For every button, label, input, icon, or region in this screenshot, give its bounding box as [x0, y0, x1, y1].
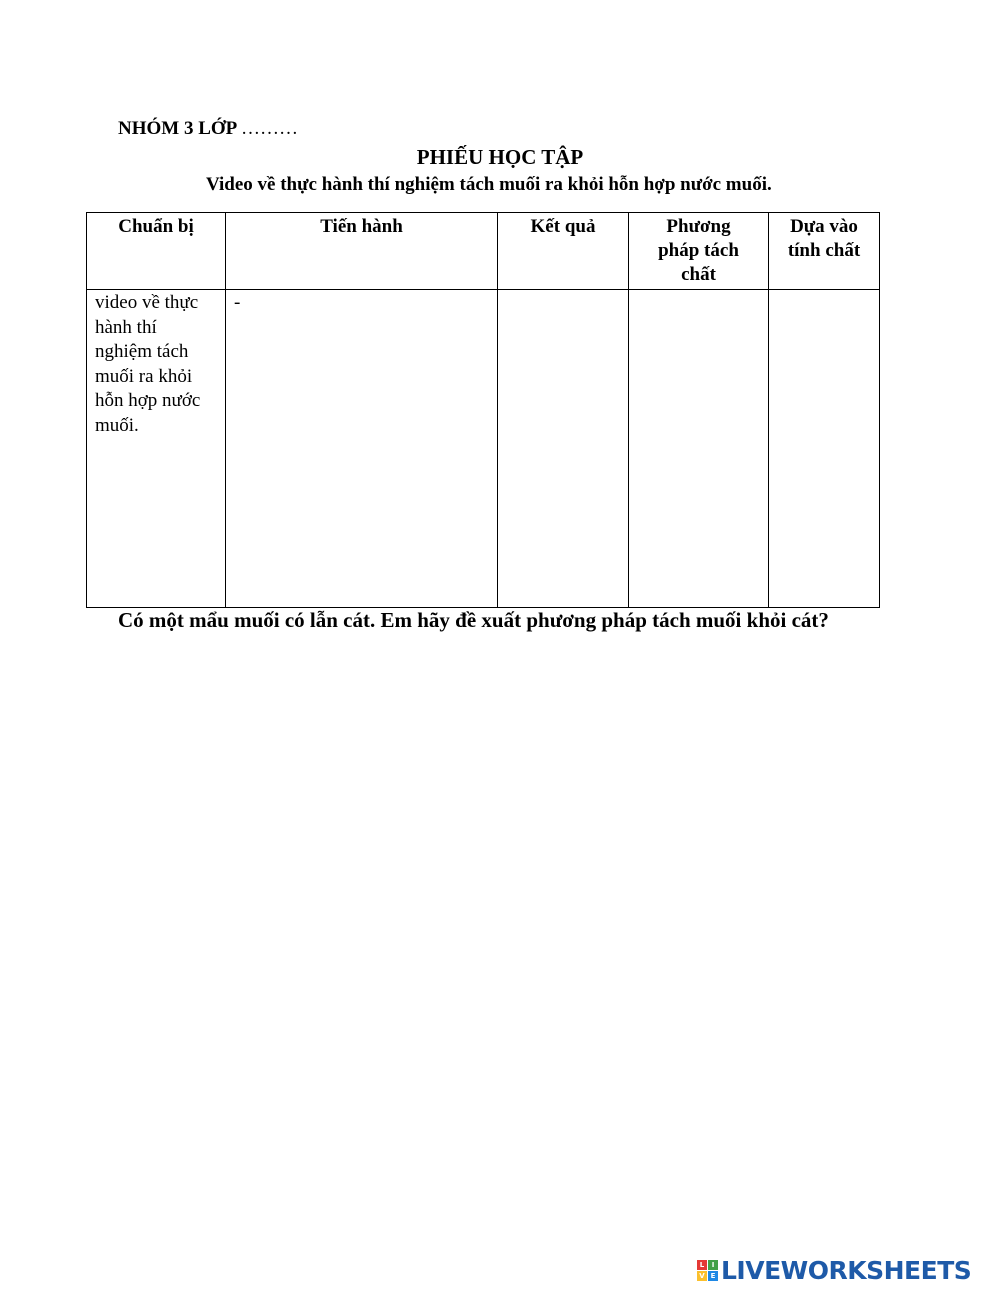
class-blank[interactable]: ………	[240, 118, 298, 139]
logo-block-e: E	[708, 1271, 718, 1281]
header-result: Kết quả	[498, 213, 629, 290]
group-class-line	[118, 118, 298, 140]
cell-separation-method[interactable]	[629, 290, 769, 608]
cell-procedure[interactable]: -	[226, 290, 498, 608]
question-text: Có một mẩu muối có lẫn cát. Em hãy đề xuất phương pháp tách muối khỏi cát?	[118, 608, 829, 632]
worksheet-title: PHIẾU HỌC TẬP	[416, 145, 584, 169]
cell-preparation: video về thực hành thí nghiệm tách muối ra khỏi hỗn hợp nước muối.	[87, 290, 226, 608]
worksheet-table	[86, 212, 880, 608]
liveworksheets-logo	[697, 1254, 971, 1286]
header-based-on-property: Dựa vào tính chất	[769, 213, 880, 290]
worksheet-subtitle: Video về thực hành thí nghiệm tách muối ra khỏi hỗn hợp nước muối.	[206, 174, 772, 195]
logo-block-l: L	[697, 1260, 707, 1270]
logo-blocks-icon	[697, 1260, 718, 1281]
logo-block-i: I	[708, 1260, 718, 1270]
logo-text: LIVEWORKSHEETS	[721, 1255, 972, 1285]
cell-result[interactable]	[498, 290, 629, 608]
group-label: NHÓM 3 LỚP	[118, 118, 237, 139]
cell-based-on-property[interactable]	[769, 290, 880, 608]
header-separation-method: Phương pháp tách chất	[629, 213, 769, 290]
table-header-row	[87, 213, 880, 290]
table-row	[87, 290, 880, 608]
header-procedure: Tiến hành	[226, 213, 498, 290]
header-preparation: Chuẩn bị	[87, 213, 226, 290]
logo-block-v: V	[697, 1271, 707, 1281]
